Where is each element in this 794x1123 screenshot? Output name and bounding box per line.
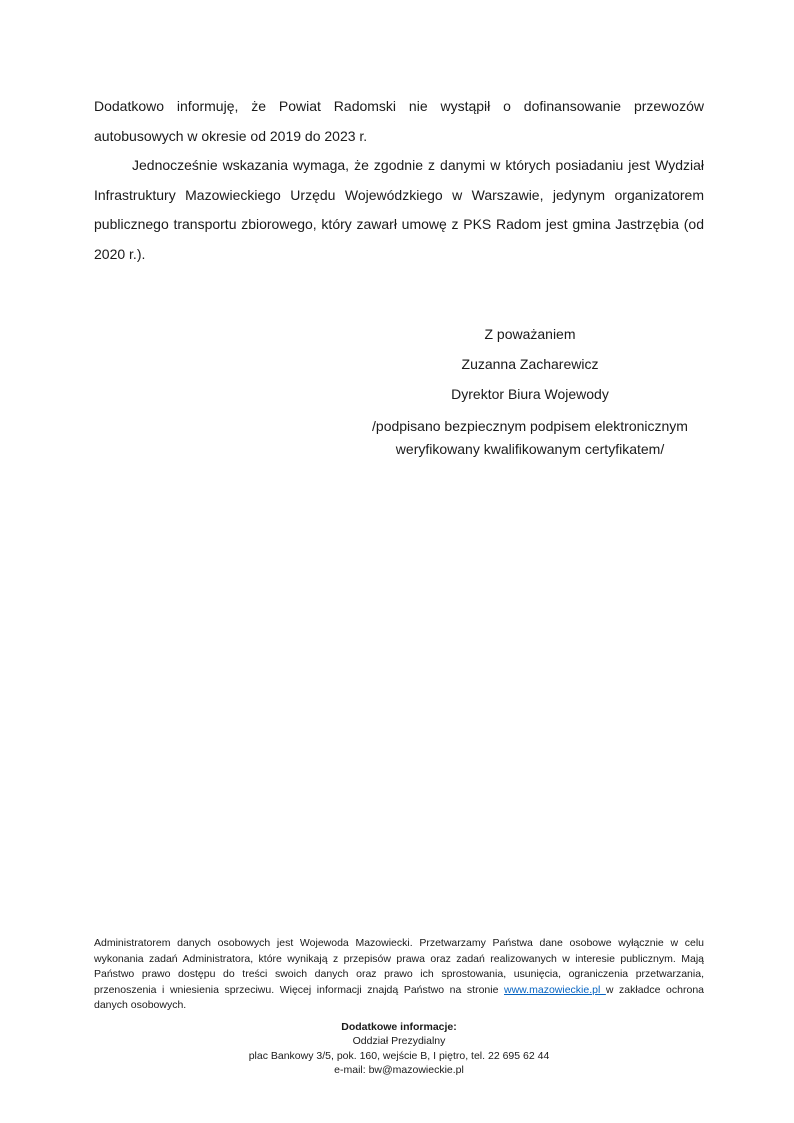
electronic-signature-note bbox=[330, 415, 730, 460]
contact-heading: Dodatkowe informacje: bbox=[341, 1020, 457, 1033]
contact-department: Oddział Prezydialny bbox=[352, 1035, 446, 1047]
esign-note-line-1: /podpisano bezpiecznym podpisem elektronicznym bbox=[372, 418, 688, 434]
signature-block bbox=[330, 319, 730, 460]
contact-address-phone: plac Bankowy 3/5, pok. 160, wejście B, I piętro, tel. 22 695 62 44 bbox=[248, 1049, 550, 1062]
privacy-text-after-link: w zakładce ochrona danych osobowych. bbox=[94, 983, 704, 1011]
privacy-text-before-link: Administratorem danych osobowych jest Wojewoda Mazowiecki. Przetwarzamy Państwa dane osobowe wyłącznie w celu wykonania zadań Administratora, które wynikają z przepisów prawa oraz zadań realizowanych w interesie publicznym. Mają Państwo prawo dostępu do treści swoich danych oraz prawo ich sprostowania, usunięcia, ograniczenia przetwarzania, przenoszenia i wniesienia sprzeciwu. Więcej informacji znajdą Państwo na stronie bbox=[94, 937, 704, 996]
body-paragraph-1: Dodatkowo informuję, że Powiat Radomski nie wystąpił o dofinansowanie przewozów autobusowych w okresie od 2019 do 2023 r. bbox=[94, 98, 704, 144]
contact-email: e-mail: bw@mazowieckie.pl bbox=[334, 1064, 464, 1076]
signatory-name: Zuzanna Zacharewicz bbox=[461, 356, 599, 372]
body-paragraph-2: Jednocześnie wskazania wymaga, że zgodnie z danymi w których posiadaniu jest Wydział Infrastruktury Mazowieckiego Urzędu Wojewódzkiego w Warszawie, jedynym organizatorem publicznego transportu zbiorowego, który zawarł umowę z PKS Radom jest gmina Jastrzębia (od 2020 r.). bbox=[94, 157, 704, 262]
letter-body bbox=[94, 92, 704, 460]
esign-note-line-2: weryfikowany kwalifikowanym certyfikatem/ bbox=[395, 440, 665, 457]
mazowieckie-website-link[interactable]: www.mazowieckie.pl bbox=[504, 983, 606, 996]
signatory-title: Dyrektor Biura Wojewody bbox=[451, 386, 609, 402]
contact-block bbox=[94, 1020, 704, 1078]
signature-closing: Z poważaniem bbox=[484, 326, 576, 342]
page-footer bbox=[94, 936, 704, 1078]
privacy-notice bbox=[94, 936, 704, 1014]
